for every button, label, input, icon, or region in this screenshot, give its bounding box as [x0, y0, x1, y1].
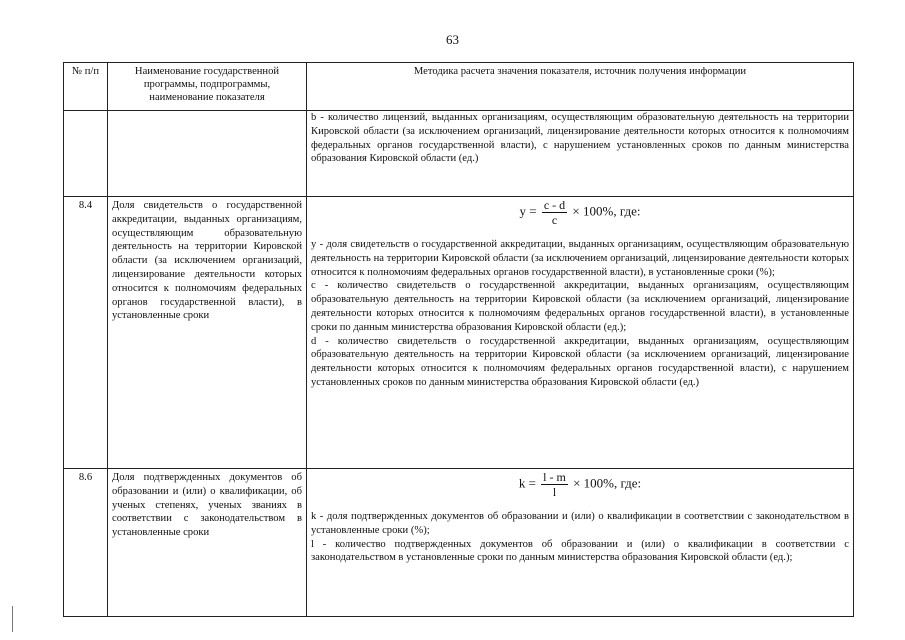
indicator-name: Доля свидетельств о государственной аккредитации, выданных организациям, осуществляющим образовательную деятельность на территории Кировской области (за исключением организаций, лицензирование деятельности которых относится к полномочиям федеральных органов государственной власти), в установленные сроки	[108, 197, 307, 469]
formula-fraction	[541, 471, 568, 498]
formula-numerator: c - d	[543, 198, 566, 212]
table-header-row	[64, 63, 854, 111]
formula-rhs: × 100%, где:	[572, 203, 641, 219]
header-number: № п/п	[64, 63, 108, 111]
method-paragraph: d - количество свидетельств о государственной аккредитации, выданных организациям, осуществляющим образовательную деятельность на территории Кировской области (за исключением организаций, лицензирование деятельности которых относится к полномочиям федеральных органов государственной власти), с нарушением установленных сроков по данным министерства образования Кировской области (ед.)	[311, 335, 849, 388]
formula-lhs: k =	[518, 475, 536, 491]
method-paragraph: l - количество подтвержденных документов об образовании и (или) о квалификации в соответствии с законодательством в установленные сроки по данным министерства образования Кировской области (ед.);	[311, 538, 849, 564]
indicator-name	[108, 111, 307, 197]
formula	[311, 199, 849, 226]
header-name: Наименование государственной программы, подпрограммы, наименование показателя	[108, 63, 307, 111]
method-paragraph: b - количество лицензий, выданных организациям, осуществляющим образовательную деятельность на территории Кировской области (за исключением организаций, лицензирование деятельности которых относится к полномочиям федеральных органов государственной власти), с нарушением установленных сроков по данным министерства образования Кировской области (ед.)	[311, 112, 849, 165]
indicator-table	[63, 62, 854, 617]
method-cell	[307, 469, 854, 617]
table-row	[64, 469, 854, 617]
formula-denominator: l	[552, 485, 557, 499]
row-number: 8.6	[64, 469, 108, 617]
table-row	[64, 111, 854, 197]
formula-denominator: c	[551, 213, 558, 227]
margin-mark	[12, 606, 15, 632]
indicator-name: Доля подтвержденных документов об образовании и (или) о квалификации, об ученых степенях, ученых званиях в соответствии с законодательством в установленные сроки	[108, 469, 307, 617]
table-row	[64, 197, 854, 469]
method-cell	[307, 197, 854, 469]
formula-fraction	[542, 199, 567, 226]
formula-rhs: × 100%, где:	[573, 475, 642, 491]
method-paragraph: k - доля подтвержденных документов об образовании и (или) о квалификации в соответствии с законодательством в установленные сроки (%);	[311, 511, 849, 536]
method-paragraph: c - количество свидетельств о государственной аккредитации, выданных организациям, осуществляющим образовательную деятельность на территории Кировской области (за исключением организаций, лицензирование деятельности которых относится к полномочиям федеральных органов государственной власти), в установленные сроки по данным министерства образования Кировской области (ед.);	[311, 280, 849, 333]
formula	[311, 471, 849, 498]
page-number: 63	[446, 32, 459, 47]
formula-numerator: l - m	[543, 470, 566, 484]
formula-lhs: y =	[519, 203, 537, 219]
method-paragraph: y - доля свидетельств о государственной аккредитации, выданных организациям, осуществляющим образовательную деятельность на территории Кировской области (за исключением организаций, лицензирование деятельности которых относится к полномочиям федеральных органов государственной власти), в установленные сроки (%);	[311, 239, 849, 278]
header-method: Методика расчета значения показателя, источник получения информации	[307, 63, 854, 111]
method-cell	[307, 111, 854, 197]
row-number	[64, 111, 108, 197]
row-number: 8.4	[64, 197, 108, 469]
